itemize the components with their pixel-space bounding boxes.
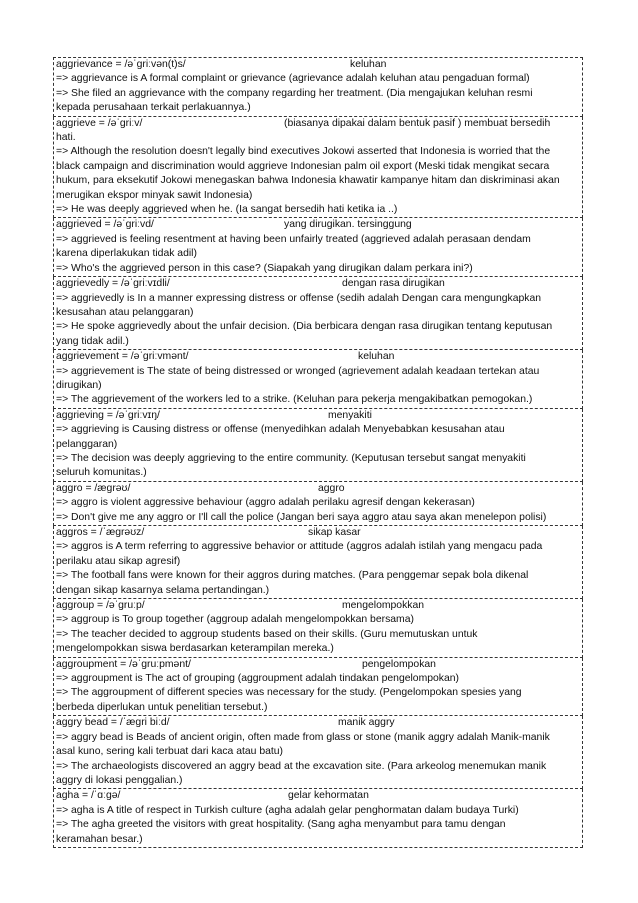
entry-headword: aggroup = /əˈgruːp/: [56, 600, 145, 612]
entry-text-line: pelanggaran): [56, 438, 118, 450]
entry-headword-line: [56, 482, 581, 496]
entry-text-line: aggry di lokasi penggalian.): [56, 774, 183, 786]
entry-headword: aggrievement = /əˈgriːvmənt/: [56, 351, 189, 363]
entry-headword: aggry bead = /ˈægri biːd/: [56, 717, 170, 729]
entry-headword: agha = /ˈɑːgə/: [56, 790, 121, 802]
entry-text-line: merugikan ekspor minyak sawit Indonesia): [56, 189, 253, 201]
entry-text-line: mengelompokkan siswa berdasarkan keterampilan mereka.): [56, 643, 334, 655]
entry-headword-line: [56, 58, 581, 72]
entry-text-line: yang tidak adil.): [56, 335, 129, 347]
entry-text-line: => aggros is A term referring to aggressive behavior or attitude (aggros adalah istilah yang mengacu pada: [56, 541, 543, 553]
entry-text-line: => The football fans were known for their aggros during matches. (Para penggemar sepak bola dikenal: [56, 570, 529, 582]
dictionary-entry: [53, 218, 583, 277]
entry-text-line: hati.: [56, 132, 76, 144]
entry-headword: aggrievance = /əˈgriːvən(t)s/: [56, 59, 186, 70]
dictionary-page: [53, 57, 583, 848]
dictionary-entry: [53, 277, 583, 350]
entry-meaning: dengan rasa dirugikan: [342, 278, 445, 290]
entry-text-line: => aggrievance is A formal complaint or grievance (agrievance adalah keluhan atau pengaduan formal): [56, 73, 530, 85]
entry-text-line: karena diperlakukan tidak adil): [56, 248, 197, 260]
entry-text-line: => The agha greeted the visitors with great hospitality. (Sang agha menyambut para tamu dengan: [56, 819, 506, 831]
entry-text-line: => The aggrievement of the workers led to a strike. (Keluhan para pekerja mengakibatkan pemogokan.): [56, 394, 533, 406]
entry-meaning: sikap kasar: [308, 527, 361, 538]
entry-text-line: => She filed an aggrievance with the company regarding her treatment. (Dia mengajukan keluhan resmi: [56, 87, 533, 99]
entry-headword: aggrieved = /əˈgriːvd/: [56, 219, 154, 231]
entry-headword: aggro = /ægrəʊ/: [56, 482, 131, 494]
entry-text-line: => aggrievedly is In a manner expressing distress or offense (sedih adalah Dengan cara mengungkapkan: [56, 292, 542, 304]
entry-text-line: => He spoke aggrievedly about the unfair decision. (Dia berbicara dengan rasa dirugikan tentang keputusan: [56, 321, 553, 333]
entry-text-line: => The aggroupment of different species was necessary for the study. (Pengelompokan spesies yang: [56, 687, 522, 699]
entry-meaning: menyakiti: [328, 409, 372, 421]
entry-meaning: aggro: [318, 482, 345, 494]
entry-text-line: dirugikan): [56, 379, 102, 391]
dictionary-entry: [53, 350, 583, 409]
entry-text-line: => The decision was deeply aggrieving to the entire community. (Keputusan tersebut sangat menyakiti: [56, 452, 526, 464]
dictionary-entry: [53, 789, 583, 848]
entry-headword: aggrieving = /əˈgriːvɪŋ/: [56, 409, 160, 421]
entry-meaning: gelar kehormatan: [288, 790, 369, 802]
entry-text-line: => The archaeologists discovered an aggry bead at the excavation site. (Para arkeolog menemukan manik: [56, 760, 547, 772]
entry-text-line: => aggrieved is feeling resentment at having been unfairly treated (aggrieved adalah perasaan dendam: [56, 233, 531, 245]
entry-text-line: asal kuno, sering kali terbuat dari kaca atau batu): [56, 746, 283, 758]
entry-text-line: keramahan besar.): [56, 833, 143, 845]
entry-meaning: keluhan: [350, 59, 387, 70]
entry-text-line: black campaign and discrimination would aggrieve Indonesian palm oil export (Meski tidak mengikat secara: [56, 160, 550, 172]
entry-meaning: keluhan: [358, 351, 395, 363]
entry-text-line: hukum, para eksekutif Jokowi menegaskan bahwa Indonesia khawatir kampanye hitam dan diskriminasi akan: [56, 175, 560, 187]
entry-headword-line: [56, 350, 581, 364]
entry-text-line: dengan sikap kasarnya selama pertandingan.): [56, 584, 270, 596]
dictionary-entry: [53, 482, 583, 526]
entry-text-line: => aggrievement is The state of being distressed or wronged (agrievement adalah keadaan tertekan atau: [56, 365, 540, 377]
entry-meaning: yang dirugikan. tersinggung: [284, 219, 412, 231]
entry-text-line: => aggry bead is Beads of ancient origin, often made from glass or stone (manik aggry adalah Manik-manik: [56, 731, 550, 743]
dictionary-entry: [53, 117, 583, 219]
dictionary-entry: [53, 57, 583, 117]
entry-text-line: perilaku atau sikap agresif): [56, 555, 181, 567]
entry-headword: aggros = /ˈægrəʊz/: [56, 527, 145, 538]
entry-text-line: => aggroup is To group together (aggroup adalah mengelompokkan bersama): [56, 614, 414, 626]
entry-text-line: kesusahan atau pelanggaran): [56, 306, 194, 318]
entry-headword-line: [56, 277, 581, 291]
entry-text-line: => The teacher decided to aggroup students based on their skills. (Guru memutuskan untuk: [56, 628, 478, 640]
entry-headword: aggrievedly = /əˈgriːvɪdli/: [56, 278, 170, 290]
entry-meaning: (biasanya dipakai dalam bentuk pasif ) membuat bersedih: [284, 117, 551, 129]
entry-headword-line: [56, 409, 581, 423]
entry-headword-line: [56, 716, 581, 730]
entry-text-line: => aggro is violent aggressive behaviour (aggro adalah perilaku agresif dengan kekerasan): [56, 497, 475, 509]
entry-text-line: => aggrieving is Causing distress or offense (menyedihkan adalah Menyebabkan kesusahan atau: [56, 424, 505, 436]
entry-headword-line: [56, 789, 581, 803]
entry-text-line: => Don't give me any aggro or I'll call the police (Jangan beri saya aggro atau saya akan menelepon polisi): [56, 511, 547, 523]
entry-headword: aggrieve = /əˈgriːv/: [56, 117, 143, 129]
dictionary-entry: [53, 409, 583, 482]
entry-headword: aggroupment = /əˈgruːpmənt/: [56, 658, 191, 670]
entry-headword-line: [56, 218, 581, 232]
entry-text-line: berbeda diperlukan untuk penelitian tersebut.): [56, 701, 268, 713]
entry-meaning: manik aggry: [338, 717, 395, 729]
dictionary-entry: [53, 526, 583, 599]
entry-headword-line: [56, 526, 581, 540]
entry-text-line: => Although the resolution doesn't legally bind executives Jokowi asserted that Indonesia is worried that the: [56, 146, 551, 158]
dictionary-entry: [53, 658, 583, 717]
entry-text-line: seluruh komunitas.): [56, 467, 147, 479]
entry-meaning: pengelompokan: [362, 658, 436, 670]
entry-text-line: => aggroupment is The act of grouping (aggroupment adalah tindakan pengelompokan): [56, 673, 460, 685]
dictionary-entry: [53, 716, 583, 789]
entry-headword-line: [56, 117, 581, 131]
dictionary-entry: [53, 599, 583, 658]
entry-text-line: => He was deeply aggrieved when he. (Ia sangat bersedih hati ketika ia ..): [56, 204, 398, 216]
entry-headword-line: [56, 599, 581, 613]
entry-headword-line: [56, 658, 581, 672]
entry-text-line: => Who's the aggrieved person in this case? (Siapakah yang dirugikan dalam perkara ini?): [56, 262, 473, 274]
entry-text-line: kepada perusahaan terkait perlakuannya.): [56, 102, 251, 114]
entry-text-line: => agha is A title of respect in Turkish culture (agha adalah gelar penghormatan dalam budaya Turki): [56, 804, 519, 816]
entry-meaning: mengelompokkan: [342, 600, 425, 612]
